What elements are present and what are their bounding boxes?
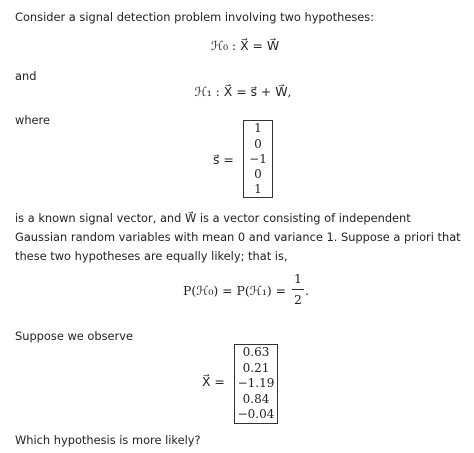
s-vector-label: s⃗ = bbox=[213, 152, 234, 167]
s-vector-entry: 0 bbox=[254, 137, 262, 151]
description-paragraph: is a known signal vector, and W⃗ is a vector consisting of independent Gaussian random variables with mean 0 and variance 1. Suppose a priori that these two hypotheses are equally likely; that is, bbox=[15, 211, 461, 263]
where-text: where bbox=[15, 113, 50, 127]
s-vector-entry: −1 bbox=[249, 152, 267, 166]
observe-text: Suppose we observe bbox=[15, 329, 133, 343]
x-vector-entry: −0.04 bbox=[237, 407, 275, 421]
s-vector-entry: 1 bbox=[254, 121, 262, 135]
x-vector-label: X⃗ = bbox=[202, 374, 225, 389]
and-text: and bbox=[15, 69, 37, 83]
prior-period: . bbox=[305, 283, 309, 298]
prior-fraction-numerator: 1 bbox=[294, 271, 302, 286]
question-text: Which hypothesis is more likely? bbox=[15, 433, 201, 447]
x-vector-entry: 0.63 bbox=[242, 345, 270, 359]
x-vector-entry: −1.19 bbox=[237, 376, 275, 390]
x-vector-matrix bbox=[234, 344, 278, 424]
prior-fraction-denominator: 2 bbox=[294, 292, 302, 307]
prior-equation-lhs: P(ℋ₀) = P(ℋ₁) = bbox=[183, 283, 287, 298]
s-vector-entry: 1 bbox=[254, 182, 262, 196]
x-vector-entry: 0.84 bbox=[242, 392, 270, 406]
s-vector-entry: 0 bbox=[254, 167, 262, 181]
hypothesis-0-equation: ℋ₀ : X⃗ = W⃗ bbox=[210, 38, 280, 53]
s-vector-matrix bbox=[243, 120, 273, 198]
x-vector-entry: 0.21 bbox=[242, 361, 270, 375]
intro-text: Consider a signal detection problem involving two hypotheses: bbox=[15, 10, 375, 24]
hypothesis-1-equation: ℋ₁ : X⃗ = s⃗ + W⃗, bbox=[194, 84, 292, 99]
fraction-bar bbox=[292, 289, 304, 290]
